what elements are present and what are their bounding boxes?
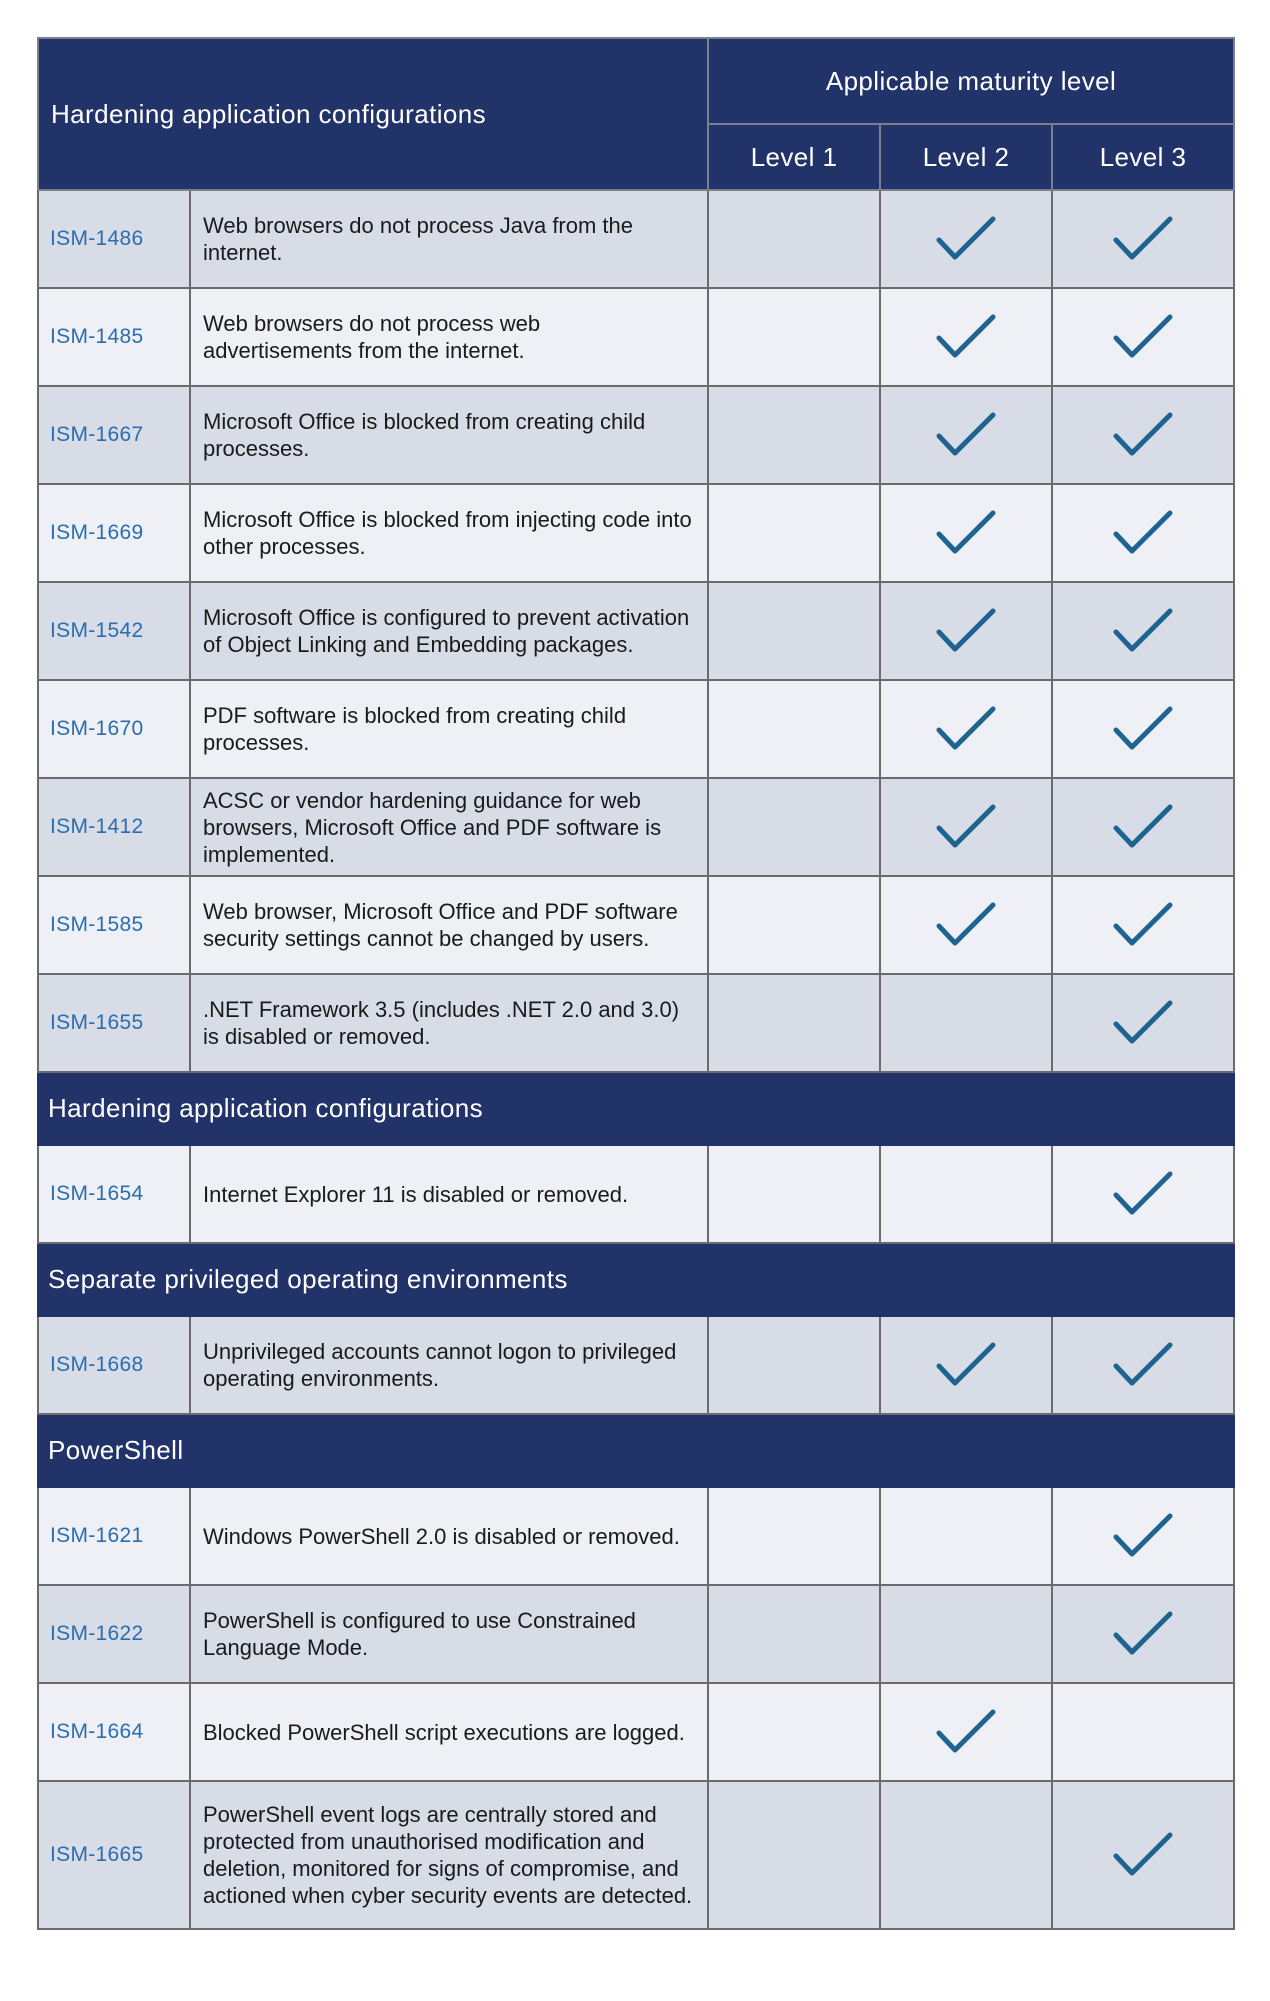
section-title: PowerShell	[38, 1414, 1234, 1487]
control-id: ISM-1486	[38, 190, 190, 288]
check-icon	[1112, 606, 1174, 656]
table-row	[38, 288, 1234, 386]
level-1-cell	[708, 680, 880, 778]
level-3-cell	[1052, 974, 1234, 1072]
check-icon	[1112, 704, 1174, 754]
check-icon	[1112, 1609, 1174, 1659]
level-3-cell	[1052, 288, 1234, 386]
check-icon	[1112, 410, 1174, 460]
check-icon	[935, 1340, 997, 1390]
table-row	[38, 1781, 1234, 1929]
control-description: Web browser, Microsoft Office and PDF software security settings cannot be changed by users.	[190, 876, 708, 974]
control-id: ISM-1668	[38, 1316, 190, 1414]
level-2-cell	[880, 582, 1052, 680]
control-description: Microsoft Office is blocked from creating child processes.	[190, 386, 708, 484]
section-title: Hardening application configurations	[38, 1072, 1234, 1145]
level-1-cell	[708, 386, 880, 484]
control-description: Internet Explorer 11 is disabled or removed.	[190, 1145, 708, 1243]
table-body	[38, 190, 1234, 1929]
table-title: Hardening application configurations	[38, 38, 708, 190]
level-3-cell	[1052, 1145, 1234, 1243]
level-3-cell	[1052, 680, 1234, 778]
control-id: ISM-1665	[38, 1781, 190, 1929]
check-icon	[1112, 508, 1174, 558]
check-icon	[935, 214, 997, 264]
table-row	[38, 1487, 1234, 1585]
level-2-cell	[880, 876, 1052, 974]
level-1-cell	[708, 484, 880, 582]
check-icon	[1112, 900, 1174, 950]
control-id: ISM-1621	[38, 1487, 190, 1585]
control-description: Microsoft Office is blocked from injecting code into other processes.	[190, 484, 708, 582]
level-2-cell	[880, 1683, 1052, 1781]
table-row	[38, 1683, 1234, 1781]
table-row	[38, 680, 1234, 778]
level-3-cell	[1052, 778, 1234, 876]
check-icon	[1112, 1340, 1174, 1390]
check-icon	[1112, 1830, 1174, 1880]
check-icon	[1112, 1511, 1174, 1561]
table-row	[38, 778, 1234, 876]
table-row	[38, 1585, 1234, 1683]
level-2-cell	[880, 974, 1052, 1072]
level-2-cell	[880, 288, 1052, 386]
level-1-cell	[708, 1487, 880, 1585]
control-description: Unprivileged accounts cannot logon to privileged operating environments.	[190, 1316, 708, 1414]
level-1-cell	[708, 582, 880, 680]
control-id: ISM-1667	[38, 386, 190, 484]
level-1-cell	[708, 1781, 880, 1929]
level-3-cell	[1052, 1316, 1234, 1414]
level-2-heading: Level 2	[880, 124, 1052, 190]
control-id: ISM-1585	[38, 876, 190, 974]
level-3-cell	[1052, 1487, 1234, 1585]
control-description: .NET Framework 3.5 (includes .NET 2.0 and 3.0) is disabled or removed.	[190, 974, 708, 1072]
control-id: ISM-1669	[38, 484, 190, 582]
check-icon	[935, 606, 997, 656]
level-1-cell	[708, 1585, 880, 1683]
section-title: Separate privileged operating environments	[38, 1243, 1234, 1316]
level-2-cell	[880, 680, 1052, 778]
level-3-cell	[1052, 582, 1234, 680]
table-row	[38, 190, 1234, 288]
level-2-cell	[880, 1145, 1052, 1243]
control-description: Windows PowerShell 2.0 is disabled or removed.	[190, 1487, 708, 1585]
level-2-cell	[880, 484, 1052, 582]
check-icon	[1112, 312, 1174, 362]
check-icon	[935, 312, 997, 362]
level-1-cell	[708, 778, 880, 876]
level-2-cell	[880, 386, 1052, 484]
control-id: ISM-1655	[38, 974, 190, 1072]
control-description: PowerShell event logs are centrally stored and protected from unauthorised modification and deletion, monitored for signs of compromise, and actioned when cyber security events are detected.	[190, 1781, 708, 1929]
table-row	[38, 876, 1234, 974]
control-id: ISM-1485	[38, 288, 190, 386]
level-1-cell	[708, 974, 880, 1072]
table-row	[38, 974, 1234, 1072]
section-header	[38, 1414, 1234, 1487]
check-icon	[935, 704, 997, 754]
control-description: Web browsers do not process Java from the internet.	[190, 190, 708, 288]
level-3-cell	[1052, 1585, 1234, 1683]
maturity-table	[37, 37, 1235, 1930]
level-3-cell	[1052, 1781, 1234, 1929]
section-header	[38, 1243, 1234, 1316]
table-header	[38, 38, 1234, 190]
check-icon	[935, 802, 997, 852]
control-description: PowerShell is configured to use Constrained Language Mode.	[190, 1585, 708, 1683]
level-3-cell	[1052, 190, 1234, 288]
level-1-cell	[708, 1145, 880, 1243]
maturity-level-heading: Applicable maturity level	[708, 38, 1234, 124]
check-icon	[935, 410, 997, 460]
control-id: ISM-1654	[38, 1145, 190, 1243]
control-id: ISM-1664	[38, 1683, 190, 1781]
control-id: ISM-1622	[38, 1585, 190, 1683]
level-3-cell	[1052, 876, 1234, 974]
level-1-cell	[708, 876, 880, 974]
control-description: ACSC or vendor hardening guidance for web browsers, Microsoft Office and PDF software is implemented.	[190, 778, 708, 876]
level-2-cell	[880, 1585, 1052, 1683]
check-icon	[1112, 214, 1174, 264]
check-icon	[935, 900, 997, 950]
level-1-cell	[708, 1683, 880, 1781]
level-2-cell	[880, 1487, 1052, 1585]
check-icon	[1112, 998, 1174, 1048]
maturity-table-container	[37, 37, 1233, 1930]
level-1-cell	[708, 1316, 880, 1414]
table-row	[38, 582, 1234, 680]
control-description: Blocked PowerShell script executions are logged.	[190, 1683, 708, 1781]
table-row	[38, 386, 1234, 484]
level-3-heading: Level 3	[1052, 124, 1234, 190]
level-1-cell	[708, 190, 880, 288]
check-icon	[1112, 802, 1174, 852]
control-id: ISM-1542	[38, 582, 190, 680]
control-id: ISM-1670	[38, 680, 190, 778]
level-2-cell	[880, 1316, 1052, 1414]
level-2-cell	[880, 1781, 1052, 1929]
section-header	[38, 1072, 1234, 1145]
table-row	[38, 1316, 1234, 1414]
control-description: Microsoft Office is configured to prevent activation of Object Linking and Embedding packages.	[190, 582, 708, 680]
control-description: Web browsers do not process web advertisements from the internet.	[190, 288, 708, 386]
level-3-cell	[1052, 484, 1234, 582]
level-1-heading: Level 1	[708, 124, 880, 190]
table-row	[38, 484, 1234, 582]
level-3-cell	[1052, 386, 1234, 484]
check-icon	[935, 1707, 997, 1757]
control-description: PDF software is blocked from creating child processes.	[190, 680, 708, 778]
level-1-cell	[708, 288, 880, 386]
level-2-cell	[880, 778, 1052, 876]
level-2-cell	[880, 190, 1052, 288]
level-3-cell	[1052, 1683, 1234, 1781]
control-id: ISM-1412	[38, 778, 190, 876]
check-icon	[1112, 1169, 1174, 1219]
table-row	[38, 1145, 1234, 1243]
check-icon	[935, 508, 997, 558]
